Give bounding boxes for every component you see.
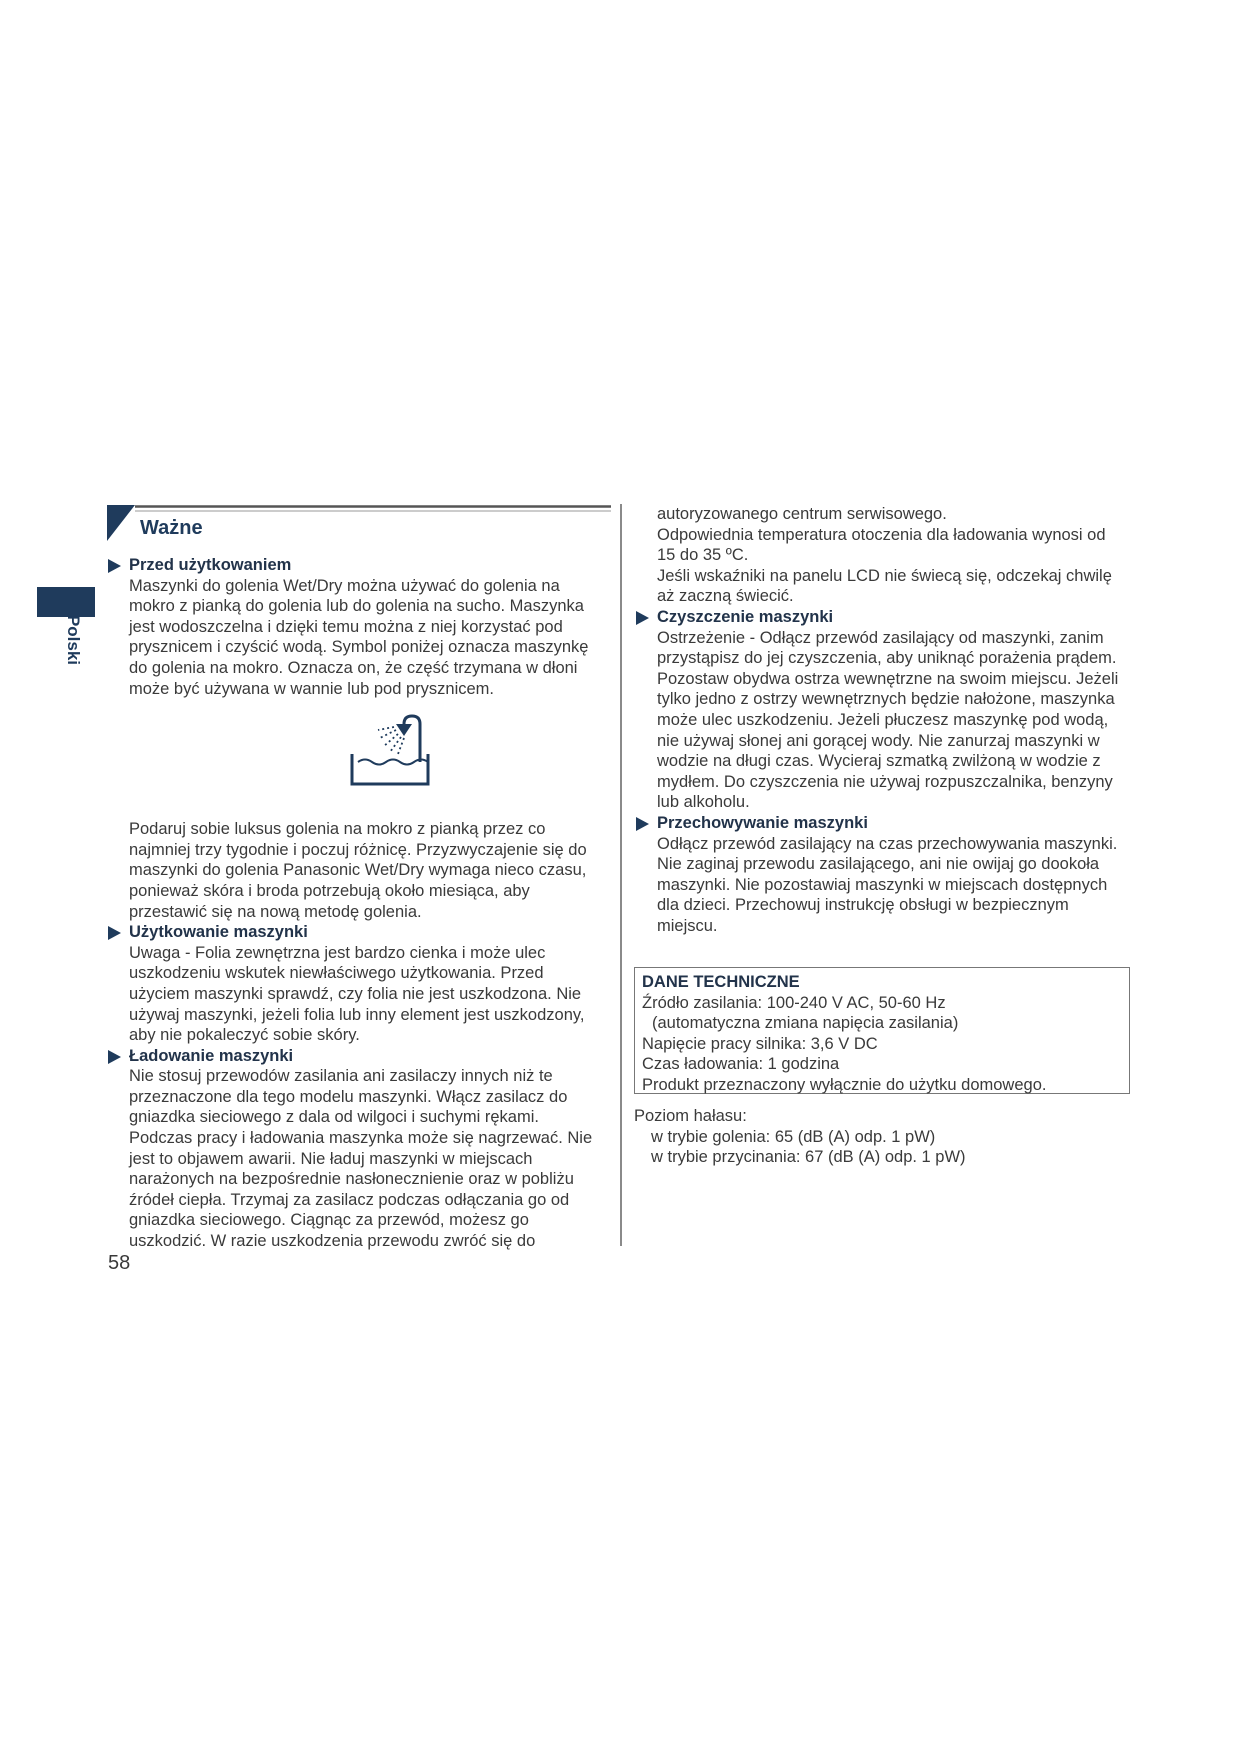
language-label: Polski	[64, 614, 83, 666]
technical-data-box	[634, 967, 1130, 1094]
section-title-usage: Użytkowanie maszynki	[108, 922, 608, 943]
triangle-right-icon	[108, 926, 121, 940]
left-column	[108, 555, 608, 1252]
section-body-cleaning: Ostrzeżenie - Odłącz przewód zasilający od maszynki, zanim przystąpisz do jej czyszczenia, aby uniknąć porażenia prądem. Pozostaw obydwa ostrza wewnętrzne na swoim miejscu. Jeżeli tylko jedno z ostrzy wewnętrznych będzie nałożone, maszynka może ulec uszkodzeniu. Jeżeli płuczesz maszynkę pod wodą, nie używaj słonej ani gorącej wody. Nie zanurzaj maszynki w wodzie na długi czas. Wycieraj szmatką zwilżoną w wodzie z mydłem. Do czyszczenia nie używaj rozpuszczalnika, benzyny lub alkoholu.	[657, 628, 1119, 812]
noise-trimming: w trybie przycinania: 67 (dB (A) odp. 1 pW)	[651, 1148, 966, 1167]
technical-data-title: DANE TECHNICZNE	[642, 973, 800, 991]
page-number: 58	[108, 1252, 131, 1274]
section-body-storage: Odłącz przewód zasilający na czas przechowywania maszynki. Nie zaginaj przewodu zasilającego, ani nie owijaj go dookoła maszynki. Nie pozostawiaj maszynki w miejscach dostępnych dla dzieci. Przechowuj instrukcję obsługi w bezpiecznym miejscu.	[657, 834, 1118, 935]
noise-level	[634, 1106, 966, 1168]
triangle-right-icon	[108, 559, 121, 573]
column-divider	[620, 504, 622, 1246]
noise-shaving: w trybie golenia: 65 (dB (A) odp. 1 pW)	[651, 1127, 936, 1146]
triangle-right-icon	[636, 611, 649, 625]
section-body-charging-continued: autoryzowanego centrum serwisowego. Odpowiednia temperatura otoczenia dla ładowania wynosi od 15 do 35 ºC. Jeśli wskaźniki na panelu LCD nie świecą się, odczekaj chwilę aż zaczną świecić.	[657, 505, 1112, 606]
section-body-usage: Uwaga - Folia zewnętrzna jest bardzo cienka i może ulec uszkodzeniu wskutek niewłaściwego użytkowania. Przed użyciem maszynki sprawdź, czy folia nie jest uszkodzona. Nie używaj maszynki, jeżeli folia lub inny element jest uszkodzony, aby nie pokaleczyć sobie skóry.	[129, 943, 585, 1045]
right-column	[636, 504, 1136, 936]
tech-power-source: Źródło zasilania: 100-240 V AC, 50-60 Hz	[642, 993, 946, 1012]
section-body-before-use: Maszynki do golenia Wet/Dry można używać do golenia na mokro z pianką do golenia lub do golenia na sucho. Maszynka jest wodoszczelna i dzięki temu można z niej korzystać pod prysznicem i czyścić wodą. Symbol poniżej oznacza maszynkę do golenia na mokro. Oznacza on, że część trzymana w dłoni może być używana w wannie lub pod prysznicem. Podaruj sobie luksus golenia na mokro z pianką przez co najmniej trzy tygodnie i poczuj różnicę. Przyzwyczajenie się do maszynki do golenia Panasonic Wet/Dry wymaga nieco czasu, ponieważ skóra i broda potrzebują około miesiąca, aby przestawić się na nową metodę golenia.	[108, 576, 608, 923]
wet-use-symbol	[129, 699, 608, 819]
language-tab-marker	[37, 587, 95, 617]
shower-bath-icon	[344, 714, 434, 789]
tech-charging-time: Czas ładowania: 1 godzina	[642, 1055, 840, 1074]
section-title-before-use: Przed użytkowaniem	[108, 555, 608, 576]
section-title-storage: Przechowywanie maszynki	[636, 813, 1136, 834]
tech-motor-voltage: Napięcie pracy silnika: 3,6 V DC	[642, 1034, 878, 1053]
tech-voltage-note: (automatyczna zmiana napięcia zasilania)	[652, 1014, 959, 1033]
important-heading	[107, 505, 611, 545]
triangle-right-icon	[108, 1050, 121, 1064]
heading-title: Ważne	[140, 517, 203, 539]
triangle-right-icon	[636, 817, 649, 831]
section-title-charging: Ładowanie maszynki	[108, 1046, 608, 1067]
section-title-cleaning: Czyszczenie maszynki	[636, 607, 1136, 628]
noise-title: Poziom hałasu:	[634, 1107, 747, 1125]
tech-household-note: Produkt przeznaczony wyłącznie do użytku domowego.	[642, 1075, 1047, 1094]
section-body-charging: Nie stosuj przewodów zasilania ani zasilaczy innych niż te przeznaczone dla tego modelu maszynki. Włącz zasilacz do gniazdka sieciowego z dala od wilgoci i suchymi rękami. Podczas pracy i ładowania maszynka może się nagrzewać. Nie jest to objawem awarii. Nie ładuj maszynki w miejscach narażonych na bezpośrednie nasłonecznienie oraz w pobliżu źródeł ciepła. Trzymaj za zasilacz podczas odłączania go od gniazdka sieciowego. Ciągnąc za przewód, możesz go uszkodzić. W razie uszkodzenia przewodu zwróć się do	[129, 1067, 593, 1251]
